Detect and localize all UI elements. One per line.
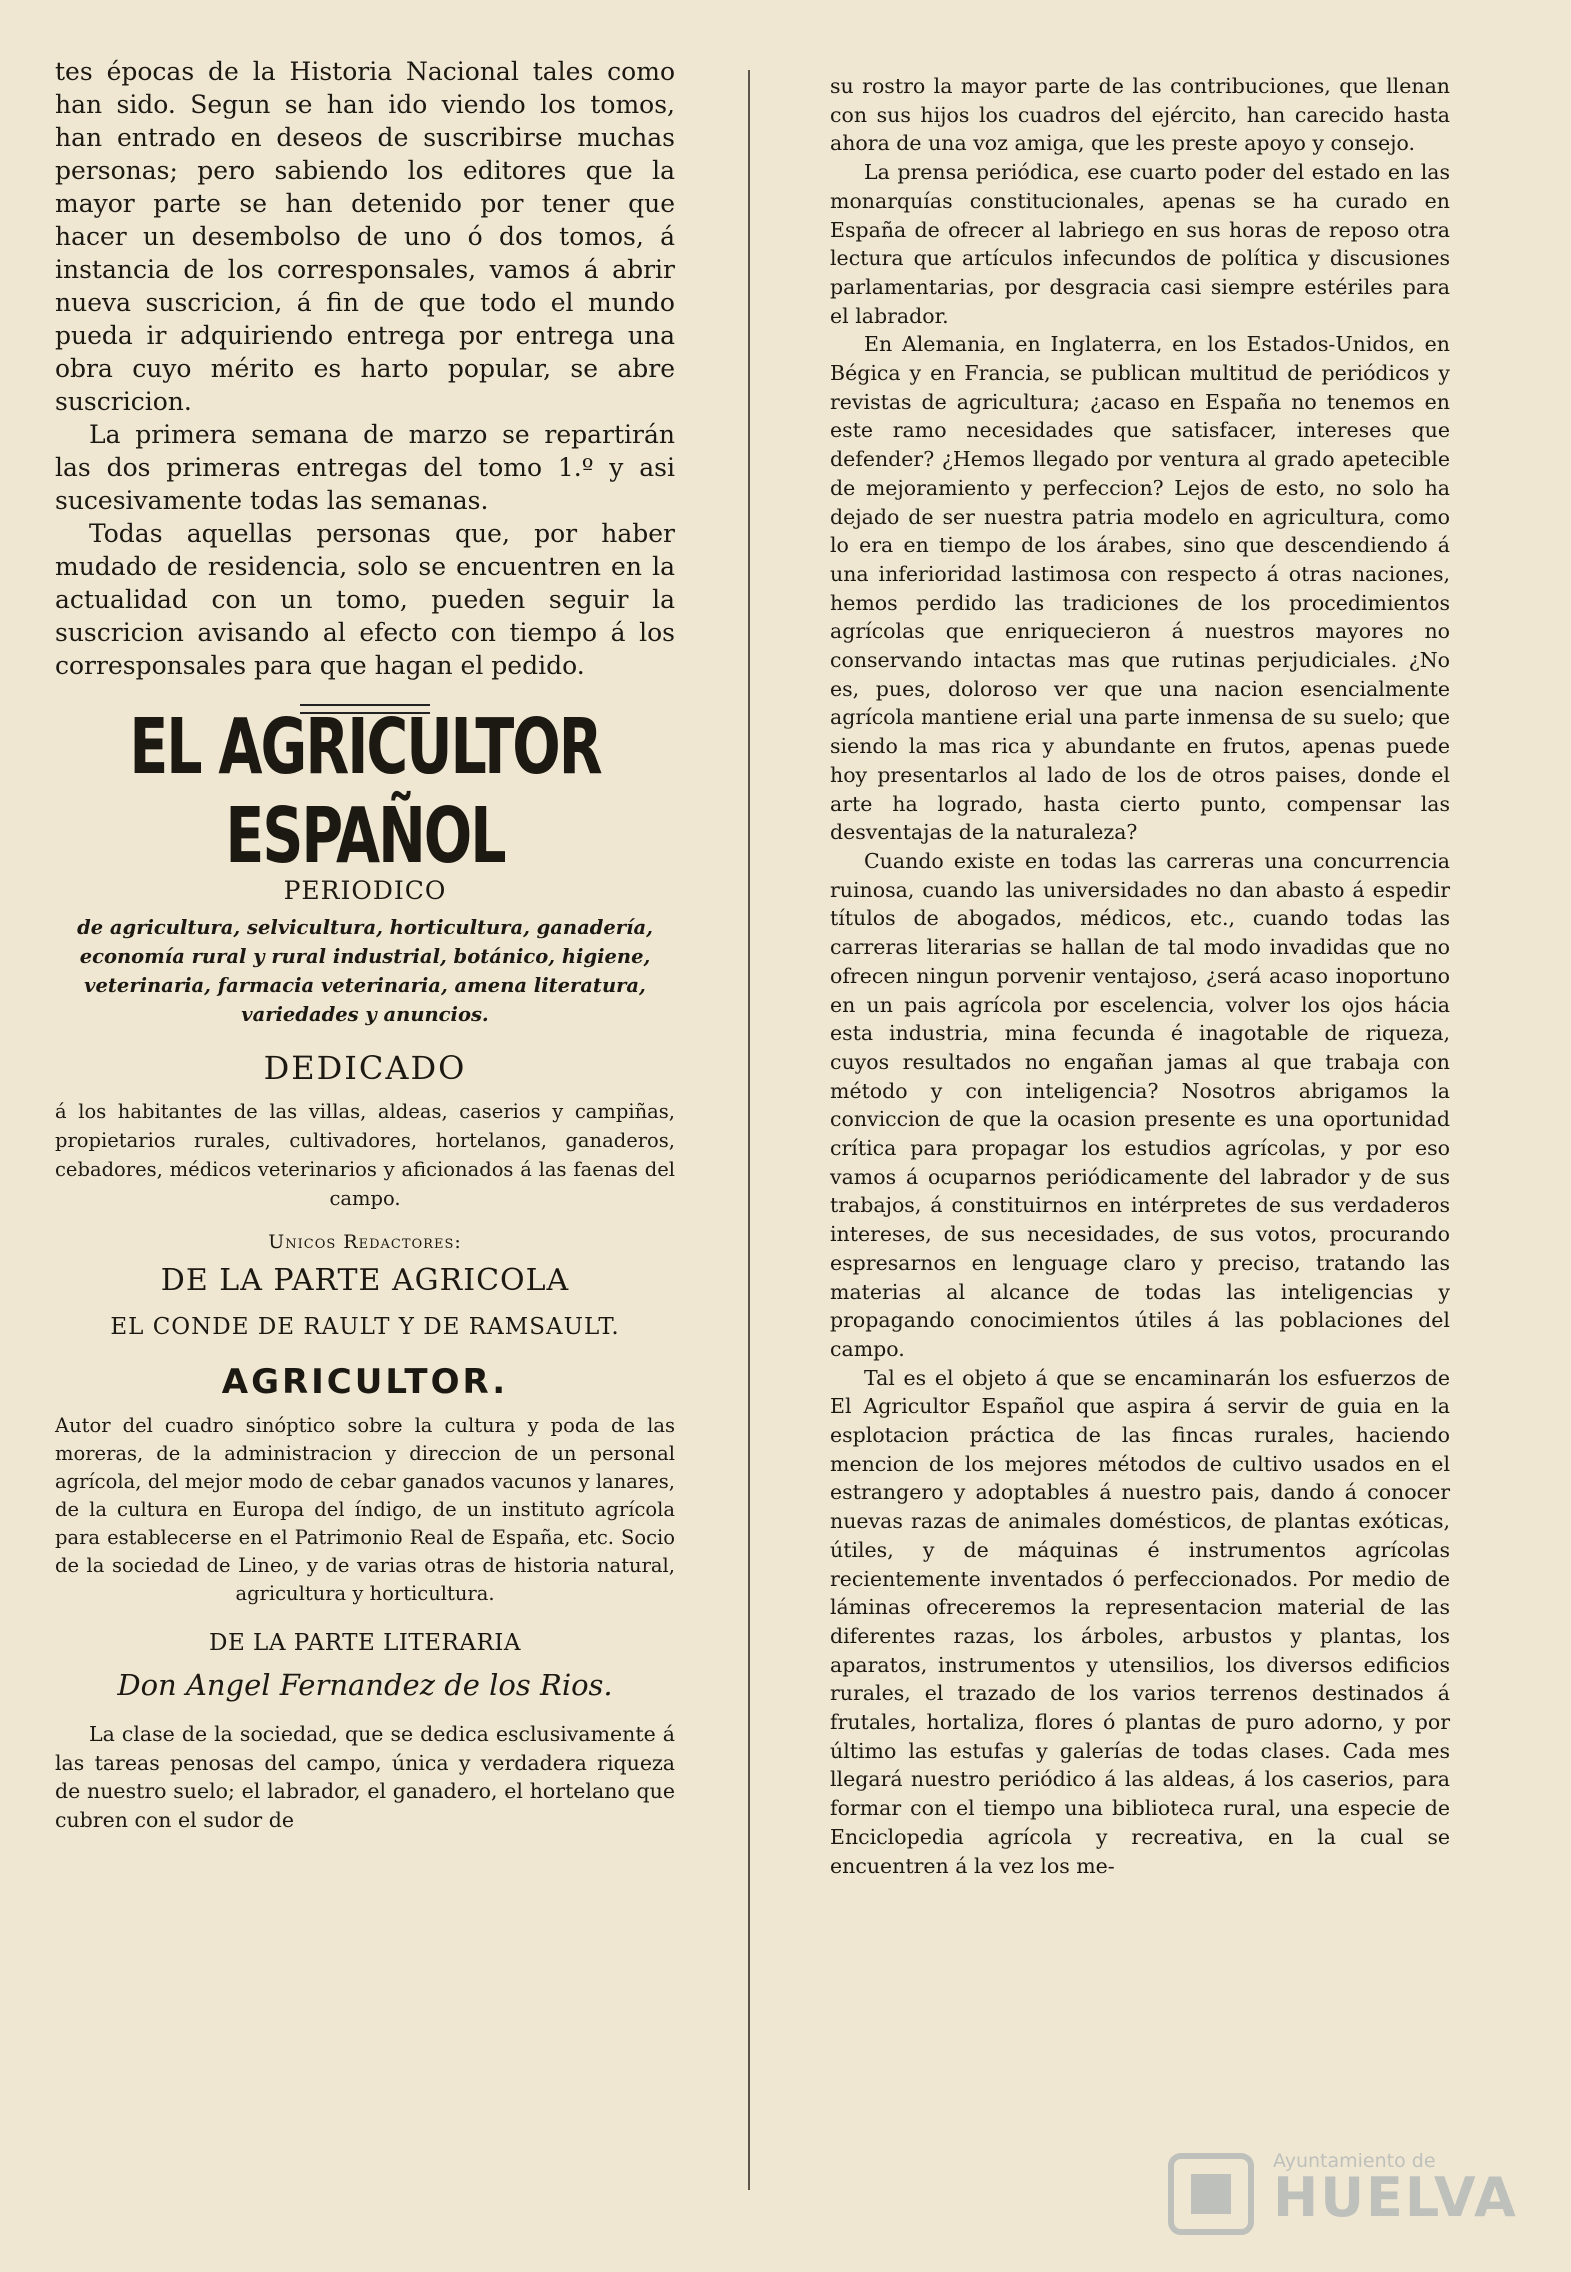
literary-editor-name: Don Angel Fernandez de los Rios. [117, 1668, 613, 1702]
residence-paragraph: Todas aquellas personas que, por haber mudado de residencia, solo se encuentren en la actualidad con un tomo, pueden seguir la suscricion avisando al efecto con tiempo á los corresponsales para que hagan el pedido. [55, 519, 675, 680]
continuation-paragraph: tes épocas de la Historia Nacional tales como han sido. Segun se han ido viendo los tomos, han entrado en deseos de suscribirse muchas personas; pero sabiendo los editores que la mayor parte se han detenido por tener que hacer un desembolso de uno ó dos tomos, á instancia de los corresponsales, vamos á abrir nueva suscricion, á fin de que todo el mundo pueda ir adquiriendo entrega por entrega una obra cuyo mérito es harto popular, se abre suscricion. [55, 57, 675, 416]
watermark-logo [1165, 2148, 1518, 2238]
dedication-text: á los habitantes de las villas, aldeas, caserios y campiñas, propietarios rurales, cultivadores, hortelanos, ganaderos, cebadores, médicos veterinarios y aficionados á las faenas del campo. [55, 1100, 675, 1210]
closing-paragraph: La clase de la sociedad, que se dedica esclusivamente á las tareas penosas del campo, única y verdadera riqueza de nuestro suelo; el labrador, el ganadero, el hortelano que cubren con el sudor de [55, 1722, 675, 1833]
distribution-paragraph: La primera semana de marzo se repartirán las dos primeras entregas del tomo 1.º y asi sucesivamente todas las semanas. [55, 420, 675, 515]
topics-list: de agricultura, selvicultura, horticultura, ganadería, economía rural y rural industrial, botánico, higiene, veterinaria, farmacia veterinaria, amena literatura, variedades y anuncios. [77, 916, 653, 1026]
literary-part-heading: DE LA PARTE LITERARIA [209, 1630, 521, 1656]
watermark-line2: HUELVA [1273, 2166, 1518, 2229]
agricultor-title: AGRICULTOR. [221, 1362, 509, 1402]
column-divider [748, 70, 750, 2190]
author-credentials: Autor del cuadro sinóptico sobre la cultura y poda de las moreras, de la administracion y direccion de un personal agrícola, del mejor modo de cebar ganados vacunos y lanares, de la cultura en Europa del índigo, de un instituto agrícola para establecerse en el Patrimonio Real de España, etc. Socio de la sociedad de Lineo, y de varias otras de historia natural, agricultura y horticultura. [55, 1414, 675, 1605]
right-paragraph-5: Tal es el objeto á que se encaminarán los esfuerzos de El Agricultor Español que aspira á servir de guia en la esplotacion práctica de las fincas rurales, haciendo mencion de los mejores métodos de cultivo usados en el estrangero y adoptables á nuestro pais, dando á conocer nuevas razas de animales domésticos, de plantas exóticas, útiles, y de máquinas é instrumentos agrícolas recientemente inventados ó perfeccionados. Por medio de láminas ofreceremos la representacion material de las diferentes razas, los árboles, arbustos y plantas, los aparatos, instrumentos y utensilios, los diversos edificios rurales, el trazado de los varios terrenos destinados á frutales, hortaliza, flores ó plantas de puro adorno, y por último las estufas y galerías de todas clases. Cada mes llegará nuestro periódico á las aldeas, á los caserios, para formar con el tiempo una biblioteca rural, una especie de Enciclopedia agrícola y recreativa, en la cual se encuentren á la vez los me- [830, 1365, 1450, 1878]
right-paragraph-1: su rostro la mayor parte de las contribuciones, que llenan con sus hijos los cuadros del ejército, han carecido hasta ahora de una voz amiga, que les preste apoyo y consejo. [830, 74, 1450, 156]
dedicado-heading: DEDICADO [263, 1049, 467, 1087]
crest-icon [1165, 2148, 1260, 2238]
agricultural-editor-name: EL CONDE DE RAULT Y DE RAMSAULT. [110, 1314, 620, 1340]
right-column [830, 72, 1450, 1880]
editors-heading: Unicos Redactores: [268, 1231, 462, 1253]
masthead-title: EL AGRICULTOR ESPAÑOL [129, 702, 601, 882]
periodico-label: PERIODICO [283, 876, 447, 905]
right-paragraph-2: La prensa periódica, ese cuarto poder del estado en las monarquías constitucionales, apenas se ha curado en España de ofrecer al labriego en sus horas de reposo otra lectura que artículos infecundos de política y discusiones parlamentarias, por desgracia casi siempre estériles para el labrador. [830, 160, 1450, 328]
watermark-line1: Ayuntamiento de [1273, 2150, 1436, 2172]
right-paragraph-4: Cuando existe en todas las carreras una concurrencia ruinosa, cuando las universidades no dan abasto á espedir títulos de abogados, médicos, etc., cuando todas las carreras literarias se hallan de tal modo invadidas que no ofrecen ningun porvenir ventajoso, ¿será acaso inoportuno en un pais agrícola por escelencia, volver los ojos hácia esta industria, mina fecunda é inagotable de riqueza, cuyos resultados no engañan jamas al que trabaja con método y con inteligencia? Nosotros abrigamos la conviccion de que la ocasion presente es una oportunidad crítica para propagar los estudios agrícolas, y por eso vamos á ocuparnos periódicamente del labrador y de sus trabajos, á constituirnos en intérpretes de sus verdaderos intereses, de sus necesidades, de sus votos, procurando espresarnos en lenguage claro y preciso, tratando las materias al alcance de todas las inteligencias y propagando conocimientos útiles á las poblaciones del campo. [830, 848, 1450, 1361]
left-column [55, 55, 675, 1835]
right-paragraph-3: En Alemania, en Inglaterra, en los Estados-Unidos, en Bégica y en Francia, se publican multitud de periódicos y revistas de agricultura; ¿acaso en España no tenemos en este ramo necesidades que satisfacer, intereses que defender? ¿Hemos llegado por ventura al grado apetecible de mejoramiento y perfeccion? Lejos de esto, no solo ha dejado de ser nuestra patria modelo en agricultura, como lo era en tiempo de los árabes, sino que descendiendo á una inferioridad lastimosa con respecto á otras naciones, hemos perdido las tradiciones de los procedimientos agrícolas que enriquecieron á nuestros mayores no conservando intactas mas que rutinas perjudiciales. ¿No es, pues, doloroso ver que una nacion esencialmente agrícola mantiene erial una parte inmensa de su suelo; que siendo la mas rica y abundante en frutos, apenas puede hoy presentarlos al lado de los de otros paises, donde el arte ha logrado, hasta cierto punto, compensar las desventajas de la naturaleza? [830, 332, 1450, 845]
agricultural-part-heading: DE LA PARTE AGRICOLA [160, 1263, 570, 1298]
